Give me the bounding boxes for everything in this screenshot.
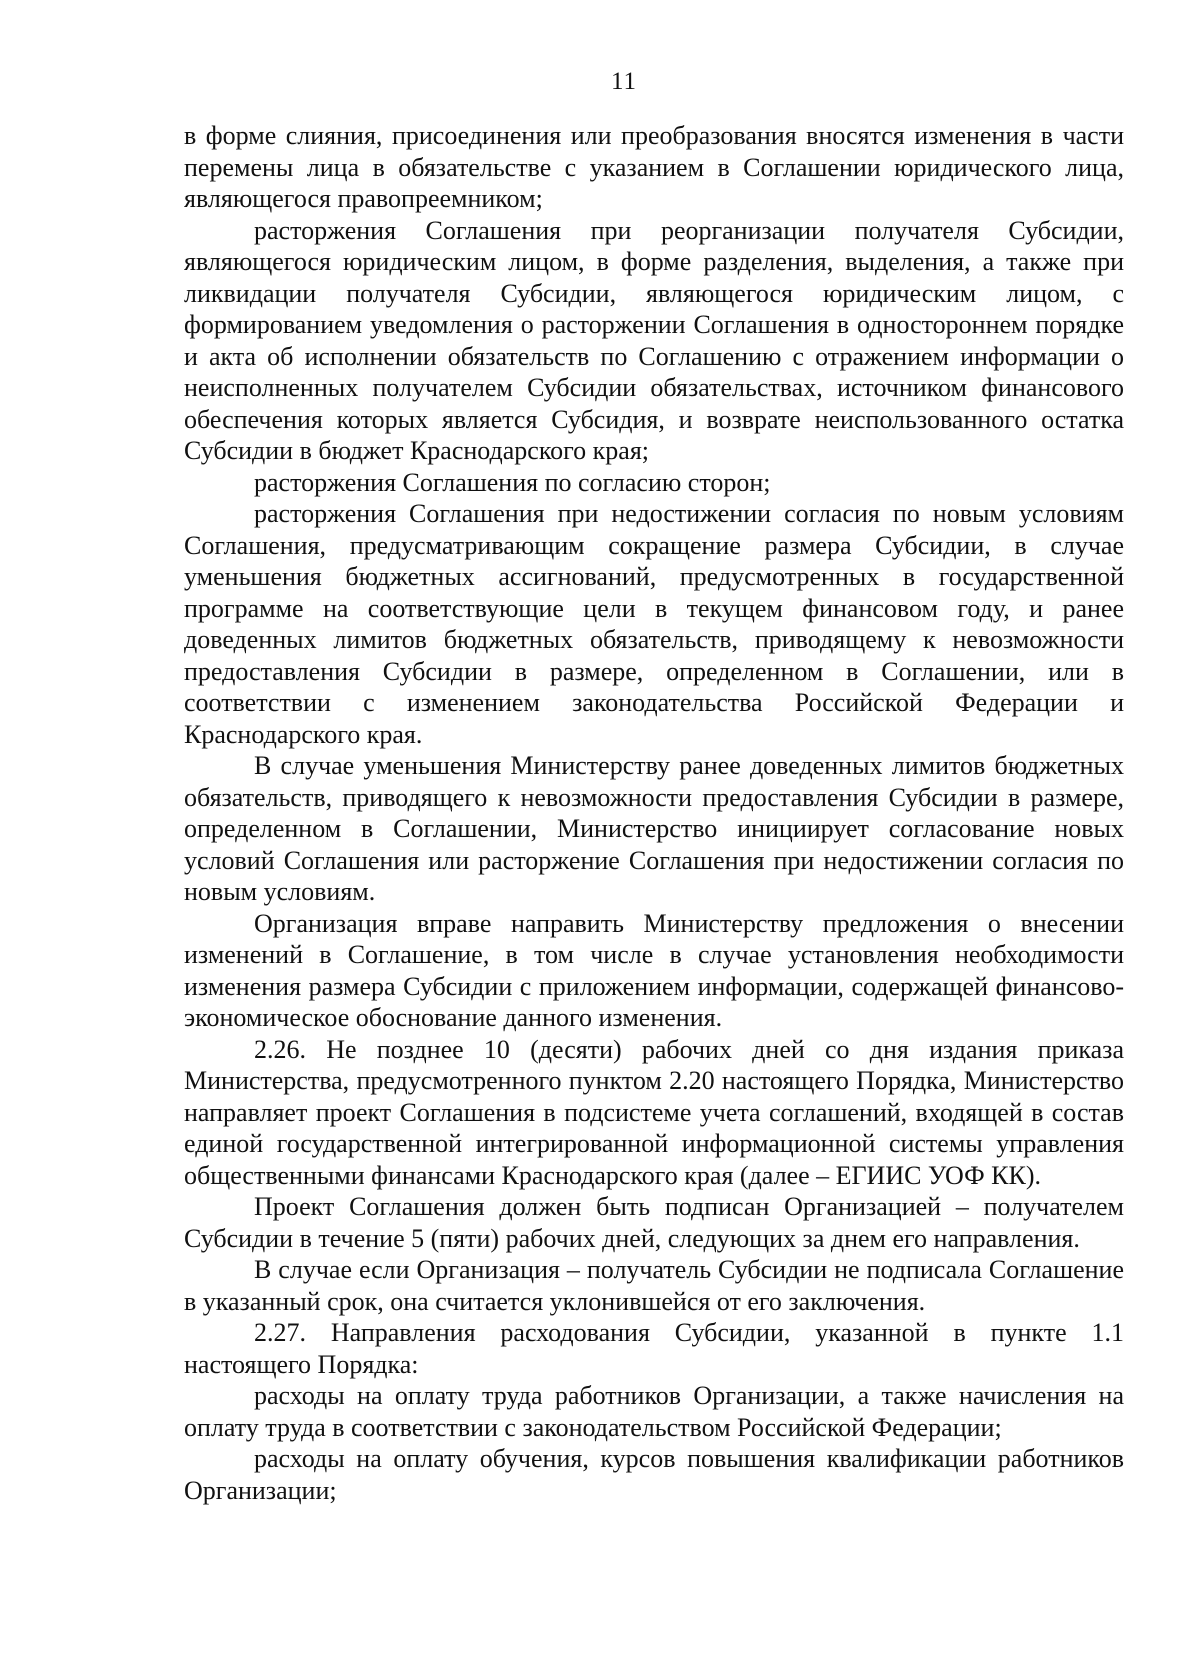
- document-body: [184, 120, 1124, 1506]
- paragraph-4: расторжения Соглашения при недостижении согласия по новым условиям Соглашения, предусматривающим сокращение размера Субсидии, в случае уменьшения бюджетных ассигнований, предусмотренных в государственной программе на соответствующие цели в текущем финансовом году, и ранее доведенных лимитов бюджетных обязательств, приводящему к невозможности предоставления Субсидии в размере, определенном в Соглашении, или в соответствии с изменением законодательства Российской Федерации и Краснодарского края.: [184, 499, 1124, 749]
- paragraph-8: Проект Соглашения должен быть подписан Организацией – получателем Субсидии в течение 5 (пяти) рабочих дней, следующих за днем его направления.: [184, 1192, 1124, 1253]
- paragraph-9: В случае если Организация – получатель Субсидии не подписала Соглашение в указанный срок, она считается уклонившейся от его заключения.: [184, 1255, 1124, 1316]
- page-number: 11: [610, 68, 638, 95]
- paragraph-1: в форме слияния, присоединения или преобразования вносятся изменения в части перемены лица в обязательстве с указанием в Соглашении юридического лица, являющегося правопреемником;: [184, 121, 1124, 213]
- paragraph-5: В случае уменьшения Министерству ранее доведенных лимитов бюджетных обязательств, приводящего к невозможности предоставления Субсидии в размере, определенном в Соглашении, Министерство инициирует согласование новых условий Соглашения или расторжение Соглашения при недостижении согласия по новым условиям.: [184, 751, 1124, 906]
- paragraph-11: расходы на оплату труда работников Организации, а также начисления на оплату труда в соответствии с законодательством Российской Федерации;: [184, 1381, 1124, 1442]
- paragraph-2: расторжения Соглашения при реорганизации получателя Субсидии, являющегося юридическим лицом, в форме разделения, выделения, а также при ликвидации получателя Субсидии, являющегося юридическим лицом, с формированием уведомления о расторжении Соглашения в одностороннем порядке и акта об исполнении обязательств по Соглашению с отражением информации о неисполненных получателем Субсидии обязательствах, источником финансового обеспечения которых является Субсидия, и возврате неиспользованного остатка Субсидии в бюджет Краснодарского края;: [184, 215, 1124, 465]
- paragraph-12: расходы на оплату обучения, курсов повышения квалификации работников Организации;: [184, 1444, 1124, 1505]
- paragraph-3: расторжения Соглашения по согласию сторон;: [254, 467, 771, 497]
- paragraph-10: 2.27. Направления расходования Субсидии, указанной в пункте 1.1 настоящего Порядка:: [184, 1318, 1124, 1379]
- paragraph-6: Организация вправе направить Министерству предложения о внесении изменений в Соглашение, в том числе в случае установления необходимости изменения размера Субсидии с приложением информации, содержащей финансово-экономическое обоснование данного изменения.: [184, 908, 1124, 1032]
- paragraph-7: 2.26. Не позднее 10 (десяти) рабочих дней со дня издания приказа Министерства, предусмотренного пунктом 2.20 настоящего Порядка, Министерство направляет проект Соглашения в подсистеме учета соглашений, входящей в состав единой государственной интегрированной информационной системы управления общественными финансами Краснодарского края (далее – ЕГИИС УОФ КК).: [184, 1034, 1124, 1190]
